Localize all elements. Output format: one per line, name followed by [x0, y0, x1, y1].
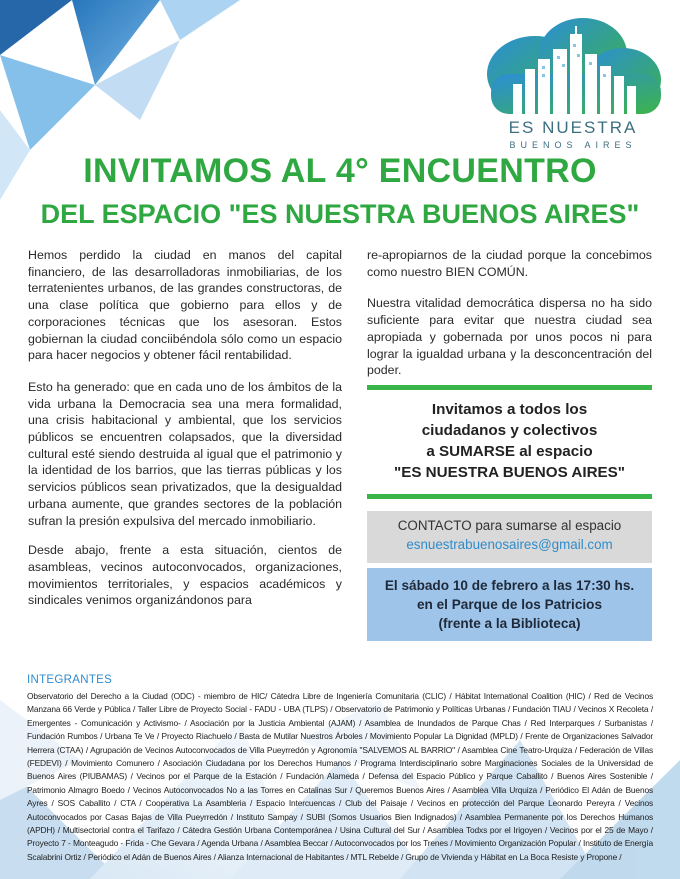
logo-subtitle: BUENOS AIRES [509, 140, 637, 150]
paragraph-3: Desde abajo, frente a esta situación, cientos de asambleas, vecinos autoconvocados, organizaciones, movimientos territoriales, y espacios académicos y sindicales venimos organizándonos para [28, 543, 342, 608]
paragraph-5: Nuestra vitalidad democrática dispersa no ha sido suficiente para evitar que nuestra ciudad sea apropiada y gobernada por unos pocos ni para lograr la igualdad urbana y la desconcentración del poder. [367, 296, 652, 378]
event-line: en el Parque de los Patricios [416, 597, 603, 612]
paragraph-2: Esto ha generado: que en cada uno de los ámbitos de la vida urbana la Democracia sea una mera formalidad, una crisis habitacional y ambiental, que los servicios públicos se encuentren colapsados, que la diversidad cultural esté siendo destruida al igual que el patrimonio y la identidad de los barrios, que las tierras públicas y los servicios públicos sean privatizados, que la desigualdad urbana aumente, que grandes sectores de la población sufran la presión expulsiva del mercado inmobiliario. [28, 379, 342, 528]
event-box [367, 568, 652, 641]
contact-label: CONTACTO para sumarse al espacio [397, 518, 622, 533]
divider-bottom [367, 494, 652, 499]
main-title: INVITAMOS AL 4° ENCUENTRO [83, 152, 597, 190]
paragraph-1: Hemos perdido la ciudad en manos del capital financiero, de las desarrolladoras inmobiliarias, de los terratenientes urbanos, de las grandes constructoras, de una clase política que gobierno para ellos y de corporaciones técnicas que los asesoran. Estos gobiernan la ciudad conciibéndola sólo como un espacio para hacer negocios y obtener fácil rentabilidad. [28, 248, 342, 363]
invite-line: Invitamos a todos los [431, 401, 588, 418]
members-list: Observatorio del Derecho a la Ciudad (ODC) - miembro de HIC/ Cátedra Libre de Ingeniería Comunitaria (CLIC) / Hábitat International Coalition (HIC) / Red de Vecinos Manzana 66 Verde y Pública / Taller Libre de Proyecto Social - FADU - UBA (TLPS) / Observatorio de Patrimonio y Políticas Urbanas / Fundación TIAU / Vecinos X Recoleta / Emergentes - Comunicación y Activismo- / Asociación por la Justicia Ambiental (AJAM) / Asamblea de Inundados de Parque Chas / Red Interparques / Surbanistas / Fundación Rumbos / Urbana Te Ve / Proyecto Riachuelo / Basta de Mutilar Nuestros Árboles / Movimiento Popular La Dignidad (MPLD) / Frente de Organizaciones Salvador Herrera (CTAA) / Agrupación de Vecinos Autoconvocados de Villa Pueyrredón y Agronomía "SALVEMOS AL BARRIO" / Asamblea Cine Teatro-Urquiza / Federación de Villas (FEDEVI) / Movimiento Comunero / Asociación Ciudadana por los Derechos Humanos / Programa Interdisciplinario sobre Marginaciones Sociales de la Universidad de Buenos Aires (PIUBAMAS) / Vecinos por el Parque de la Estación / Fundación Alameda / Defensa del Espacio Público y Parque Caballito / Buenos Aires Sostenible / Patrimonio Almagro Boedo / Vecinos Autoconvocados No a las Torres en Catalinas Sur / Queremos Buenos Aires / Asamblea Villa Urquiza / Periódico El Adán de Buenos Ayres / SOS Caballito / CTA / Cooperativa La Asambleria / Espacio Intercuencas / Club del Paisaje / Vecinos en protección del Parque Leonardo Pereyra / Vecinos Autoconvocados por Casas Bajas de Villa Pueyrredón / Instituto Sampay / SUBI (Somos Usuarios Bien Indignados) / Asamblea Permanente por los Derechos Humanos (APDH) / Multisectorial contra el Tarifazo / Cátedra Gestión Urbana Contemporánea / Usina Cultural del Sur / Asamblea Todxs por el Irigoyen / Vecinos por el 25 de Mayo / Proyecto 7 - Monteagudo - Frida - Che Gevara / Agenda Urbana / Asamblea Beccar / Autoconvocados por los Trenes / Movimiento Organización Popular / Instituto de Energía Scalabrini Ortiz / Periódico el Adán de Buenos Aires / Alianza Internacional de Habitantes / MTL Rebelde / Grupo de Vivienda y Hábitat en La Boca Resiste y Propone / [27, 691, 653, 862]
invite-line: "ES NUESTRA BUENOS AIRES" [394, 464, 625, 481]
right-column [367, 247, 652, 394]
invite-line: ciudadanos y colectivos [421, 422, 598, 439]
contact-box [367, 511, 652, 563]
divider-top [367, 385, 652, 390]
logo-name: ES NUESTRA [508, 118, 638, 137]
invitation-box [367, 399, 652, 483]
paragraph-4: re-apropiarnos de la ciudad porque la concebimos como nuestro BIEN COMÚN. [367, 248, 652, 279]
event-line: El sábado 10 de febrero a las 17:30 hs. [384, 578, 635, 593]
sub-title: DEL ESPACIO "ES NUESTRA BUENOS AIRES" [40, 199, 640, 229]
event-line: (frente a la Biblioteca) [438, 616, 581, 631]
contact-email-link[interactable]: esnuestrabuenosaires@gmail.com [406, 537, 613, 552]
left-column [28, 247, 342, 624]
invite-line: a SUMARSE al espacio [426, 443, 593, 460]
members-title: INTEGRANTES [27, 674, 113, 686]
